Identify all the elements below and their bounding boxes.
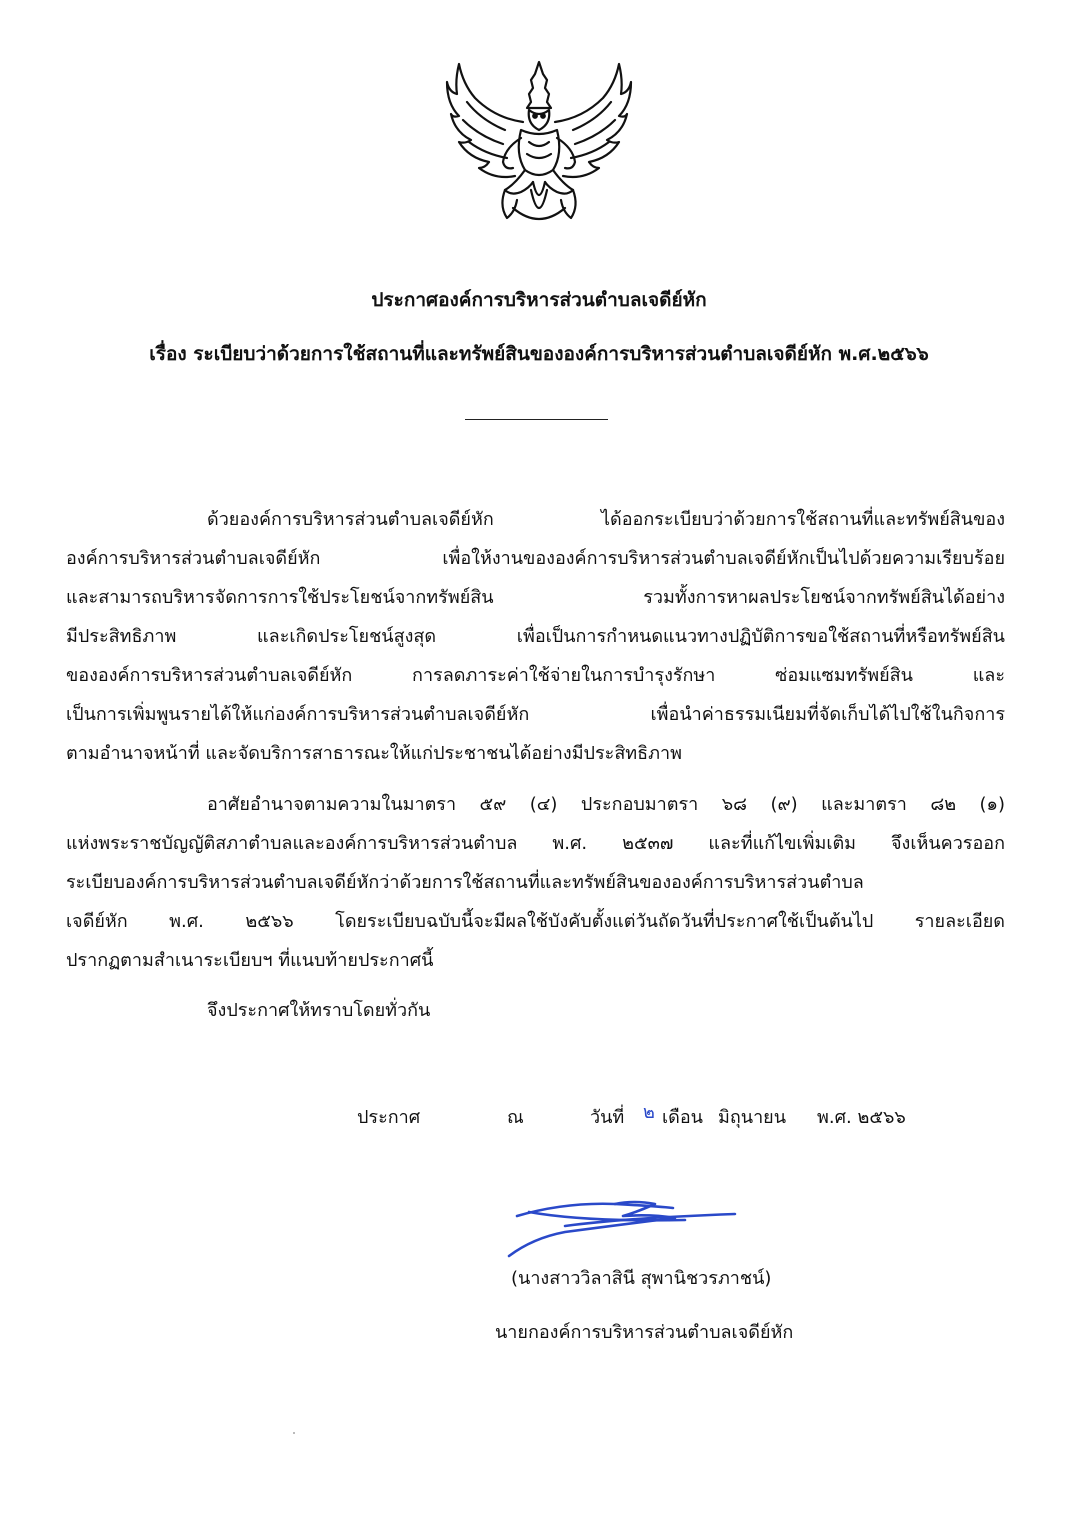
title-divider <box>465 419 608 420</box>
body-line: ตามอำนาจหน้าที่ และจัดบริการสาธารณะให้แก่ประชาชนได้อย่างมีประสิทธิภาพ <box>66 743 682 764</box>
year-value: พ.ศ. ๒๕๖๖ <box>817 1107 906 1128</box>
body-paragraph-3: จึงประกาศให้ทราบโดยทั่วกัน <box>207 1000 431 1021</box>
body-line: เจดีย์หัก พ.ศ. ๒๕๖๖ โดยระเบียบฉบับนี้จะมีผลใช้บังคับตั้งแต่วันถัดวันที่ประกาศใช้เป็นต้นไป รายละเอียด <box>66 911 1005 932</box>
body-line: มีประสิทธิภาพ และเกิดประโยชน์สูงสุด เพื่อเป็นการกำหนดแนวทางปฏิบัติการขอใช้สถานที่หรือทรัพย์สิน <box>66 626 1005 647</box>
signatory-position: นายกองค์การบริหารส่วนตำบลเจดีย์หัก <box>495 1322 794 1343</box>
handwritten-signature <box>505 1192 745 1272</box>
body-line: เป็นการเพิ่มพูนรายได้ให้แก่องค์การบริหารส่วนตำบลเจดีย์หัก เพื่อนำค่าธรรมเนียมที่จัดเก็บได้ไปใช้ในกิจการ <box>66 704 1005 725</box>
body-line: ระเบียบองค์การบริหารส่วนตำบลเจดีย์หักว่าด้วยการใช้สถานที่และทรัพย์สินขององค์การบริหารส่วนตำบล <box>66 872 864 893</box>
body-line: อาศัยอำนาจตามความในมาตรา ๕๙ (๔) ประกอบมาตรา ๖๘ (๙) และมาตรา ๘๒ (๑) <box>207 794 1005 815</box>
month-label: เดือน <box>662 1107 703 1128</box>
month-value: มิถุนายน <box>718 1107 787 1128</box>
body-line: ขององค์การบริหารส่วนตำบลเจดีย์หัก การลดภาระค่าใช้จ่ายในการบำรุงรักษา ซ่อมแซมทรัพย์สิน และ <box>66 665 1005 686</box>
document-subject: เรื่อง ระเบียบว่าด้วยการใช้สถานที่และทรัพย์สินขององค์การบริหารส่วนตำบลเจดีย์หัก พ.ศ.๒๕๖๖ <box>149 343 929 365</box>
document-title: ประกาศองค์การบริหารส่วนตำบลเจดีย์หัก <box>371 289 707 311</box>
body-line: แห่งพระราชบัญญัติสภาตำบลและองค์การบริหารส่วนตำบล พ.ศ. ๒๕๓๗ และที่แก้ไขเพิ่มเติม จึงเห็นควรออก <box>66 833 1005 854</box>
body-line: และสามารถบริหารจัดการการใช้ประโยชน์จากทรัพย์สิน รวมทั้งการหาผลประโยชน์จากทรัพย์สินได้อย่าง <box>66 587 1005 608</box>
body-line: ปรากฏตามสำเนาระเบียบฯ ที่แนบท้ายประกาศนี้ <box>66 950 434 971</box>
at-label: ณ <box>507 1107 524 1128</box>
announced-label: ประกาศ <box>357 1107 421 1128</box>
body-line: ด้วยองค์การบริหารส่วนตำบลเจดีย์หัก ได้ออกระเบียบว่าด้วยการใช้สถานที่และทรัพย์สินของ <box>207 509 1005 530</box>
signatory-name: (นางสาววิลาสินี สุพานิชวรภาชน์) <box>511 1268 772 1289</box>
garuda-emblem-icon <box>445 58 633 230</box>
day-value-handwritten: ๒ <box>643 1102 655 1123</box>
scan-speck <box>293 1432 295 1434</box>
day-label: วันที่ <box>590 1107 625 1128</box>
body-line: องค์การบริหารส่วนตำบลเจดีย์หัก เพื่อให้งานขององค์การบริหารส่วนตำบลเจดีย์หักเป็นไปด้วยความเรียบร้อย <box>66 548 1005 569</box>
